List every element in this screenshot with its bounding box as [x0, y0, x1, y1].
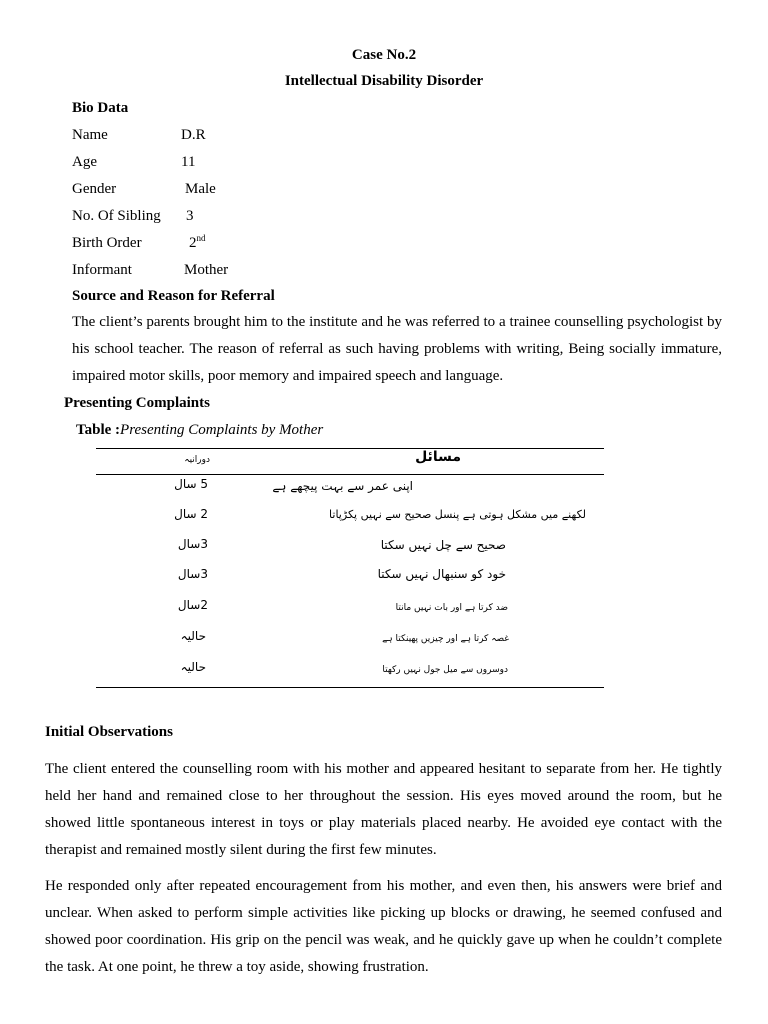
birth-order-number: 2 [189, 235, 197, 251]
table-header-duration: دورانیہ [184, 455, 210, 465]
bio-label-gender: Gender [72, 181, 117, 197]
complaints-heading: Presenting Complaints [64, 395, 210, 411]
table-header-rule [96, 474, 604, 475]
table-row-problem: اپنی عمر سے بہت پیچھے ہے [272, 479, 413, 493]
bio-value-siblings: 3 [186, 208, 194, 224]
bio-value-birth-order [189, 235, 206, 252]
bio-label-name: Name [72, 127, 108, 143]
table-top-rule [96, 448, 604, 449]
bio-value-informant: Mother [184, 262, 229, 278]
table-row-duration: 3سال [177, 567, 208, 581]
bio-label-siblings: No. Of Sibling [72, 208, 161, 224]
table-label: Table : [76, 422, 121, 438]
bio-label-birth-order: Birth Order [72, 235, 142, 251]
table-caption-text: Presenting Complaints by Mother [120, 422, 324, 438]
referral-heading: Source and Reason for Referral [72, 288, 275, 304]
table-row-problem: صحیح سے چل نہیں سکتا [380, 538, 506, 552]
table-row-duration: 3سال [177, 537, 208, 551]
table-row-duration: 2 سال [174, 507, 208, 521]
disorder-title: Intellectual Disability Disorder [284, 73, 484, 89]
bio-data-heading: Bio Data [72, 100, 129, 116]
bio-label-informant: Informant [72, 262, 132, 278]
observations-paragraph-2: He responded only after repeated encouragement from his mother, and even then, his answers were brief and unclear. When asked to perform simple activities like picking up blocks or drawing, he seemed confused and showed poor coordination. His grip on the pencil was weak, and he quickly gave up when he couldn’t complete the task. At one point, he threw a toy aside, showing frustration. [45, 878, 722, 975]
table-row-duration: 2سال [177, 598, 208, 612]
table-row-problem: لکھنے میں مشکل ہوتی ہے پنسل صحیح سے نہیں پکڑپاتا [329, 508, 586, 521]
table-row-problem: ضد کرتا ہے اور بات نہیں مانتا [395, 603, 508, 613]
bio-value-age: 11 [181, 154, 196, 170]
bio-label-age: Age [72, 154, 97, 170]
bio-value-gender: Male [185, 181, 216, 197]
bio-value-name: D.R [181, 127, 206, 143]
observations-paragraph-1: The client entered the counselling room with his mother and appeared hesitant to separate from her. He tightly held her hand and remained close to her throughout the session. His eyes moved around the room, but he showed little spontaneous interest in toys or play materials placed nearby. He avoided eye contact with the therapist and remained mostly silent during the first few minutes. [45, 761, 722, 858]
table-row-duration: 5 سال [174, 477, 208, 491]
birth-order-suffix: nd [196, 233, 206, 243]
table-row-duration: حالیہ [180, 660, 206, 674]
table-header-problems: مسائل [415, 449, 461, 465]
table-row-problem: دوسروں سے میل جول نہیں رکھتا [382, 665, 508, 675]
table-caption [76, 422, 323, 439]
table-row-problem: خود کو سنبھال نہیں سکتا [377, 567, 506, 581]
table-row-problem: غصہ کرتا ہے اور چیزیں پھینکتا ہے [382, 634, 509, 644]
table-row-duration: حالیہ [180, 629, 206, 643]
case-number: Case No.2 [351, 47, 417, 63]
table-bottom-rule [96, 687, 604, 688]
observations-heading: Initial Observations [45, 724, 173, 740]
referral-paragraph: The client’s parents brought him to the institute and he was referred to a trainee counselling psychologist by his school teacher. The reason of referral as such having problems with writing, Being socially immature, impaired motor skills, poor memory and impaired speech and language. [72, 314, 722, 384]
